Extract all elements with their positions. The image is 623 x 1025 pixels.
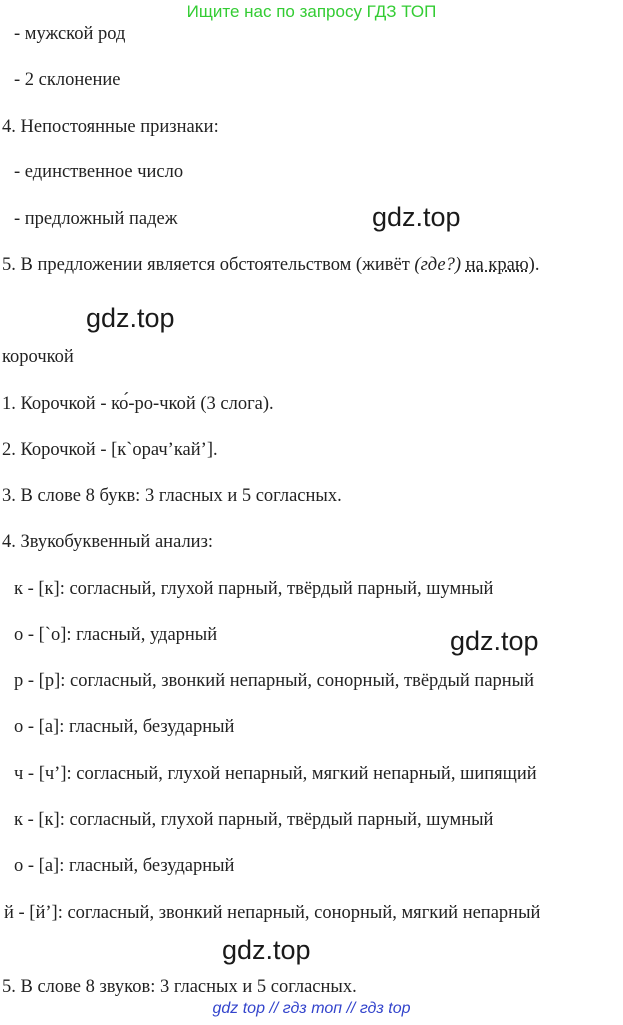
footer-links: gdz top // гдз топ // гдз top <box>212 1000 411 1017</box>
text-fragment: 5. В предложении является обстоятельством (живёт <box>2 255 415 275</box>
watermark: gdz.top <box>86 303 175 333</box>
text-line: 1. Корочкой - ко́-ро-чкой (3 слога). <box>2 394 274 414</box>
text-line: о - [а]: гласный, безударный <box>14 856 235 876</box>
text-line: - 2 склонение <box>14 70 121 90</box>
watermark: gdz.top <box>450 626 539 656</box>
watermark: gdz.top <box>372 202 461 232</box>
text-line: к - [к]: согласный, глухой парный, твёрдый парный, шумный <box>14 810 494 830</box>
text-line: - предложный падеж <box>14 209 178 229</box>
text-fragment: ). <box>528 255 540 275</box>
text-line: - мужской род <box>14 24 126 44</box>
text-line: 5. В слове 8 звуков: 3 гласных и 5 согласных. <box>2 977 357 997</box>
text-line: - единственное число <box>14 162 184 182</box>
text-line: ч - [ч’]: согласный, глухой непарный, мягкий непарный, шипящий <box>14 764 537 784</box>
text-line: к - [к]: согласный, глухой парный, твёрдый парный, шумный <box>14 579 494 599</box>
text-line: о - [а]: гласный, безударный <box>14 717 235 737</box>
underlined-phrase: на краю <box>465 255 529 275</box>
text-line: о - [`о]: гласный, ударный <box>14 625 218 645</box>
text-line: 4. Звукобуквенный анализ: <box>2 532 214 552</box>
text-line: 2. Корочкой - [к`орач’кай’]. <box>2 440 218 460</box>
text-line: 4. Непостоянные признаки: <box>2 117 219 137</box>
text-paragraph: й - [й’]: согласный, звонкий непарный, сонорный, мягкий непарный <box>4 903 541 923</box>
watermark: gdz.top <box>222 935 311 965</box>
text-line <box>2 254 539 276</box>
word-heading: корочкой <box>2 347 74 367</box>
text-line: р - [р]: согласный, звонкий непарный, сонорный, твёрдый парный <box>14 671 535 691</box>
search-banner: Ищите нас по запросу ГДЗ ТОП <box>186 2 437 21</box>
italic-question: (где?) <box>414 255 462 275</box>
text-line: 3. В слове 8 букв: 3 гласных и 5 согласных. <box>2 486 342 506</box>
